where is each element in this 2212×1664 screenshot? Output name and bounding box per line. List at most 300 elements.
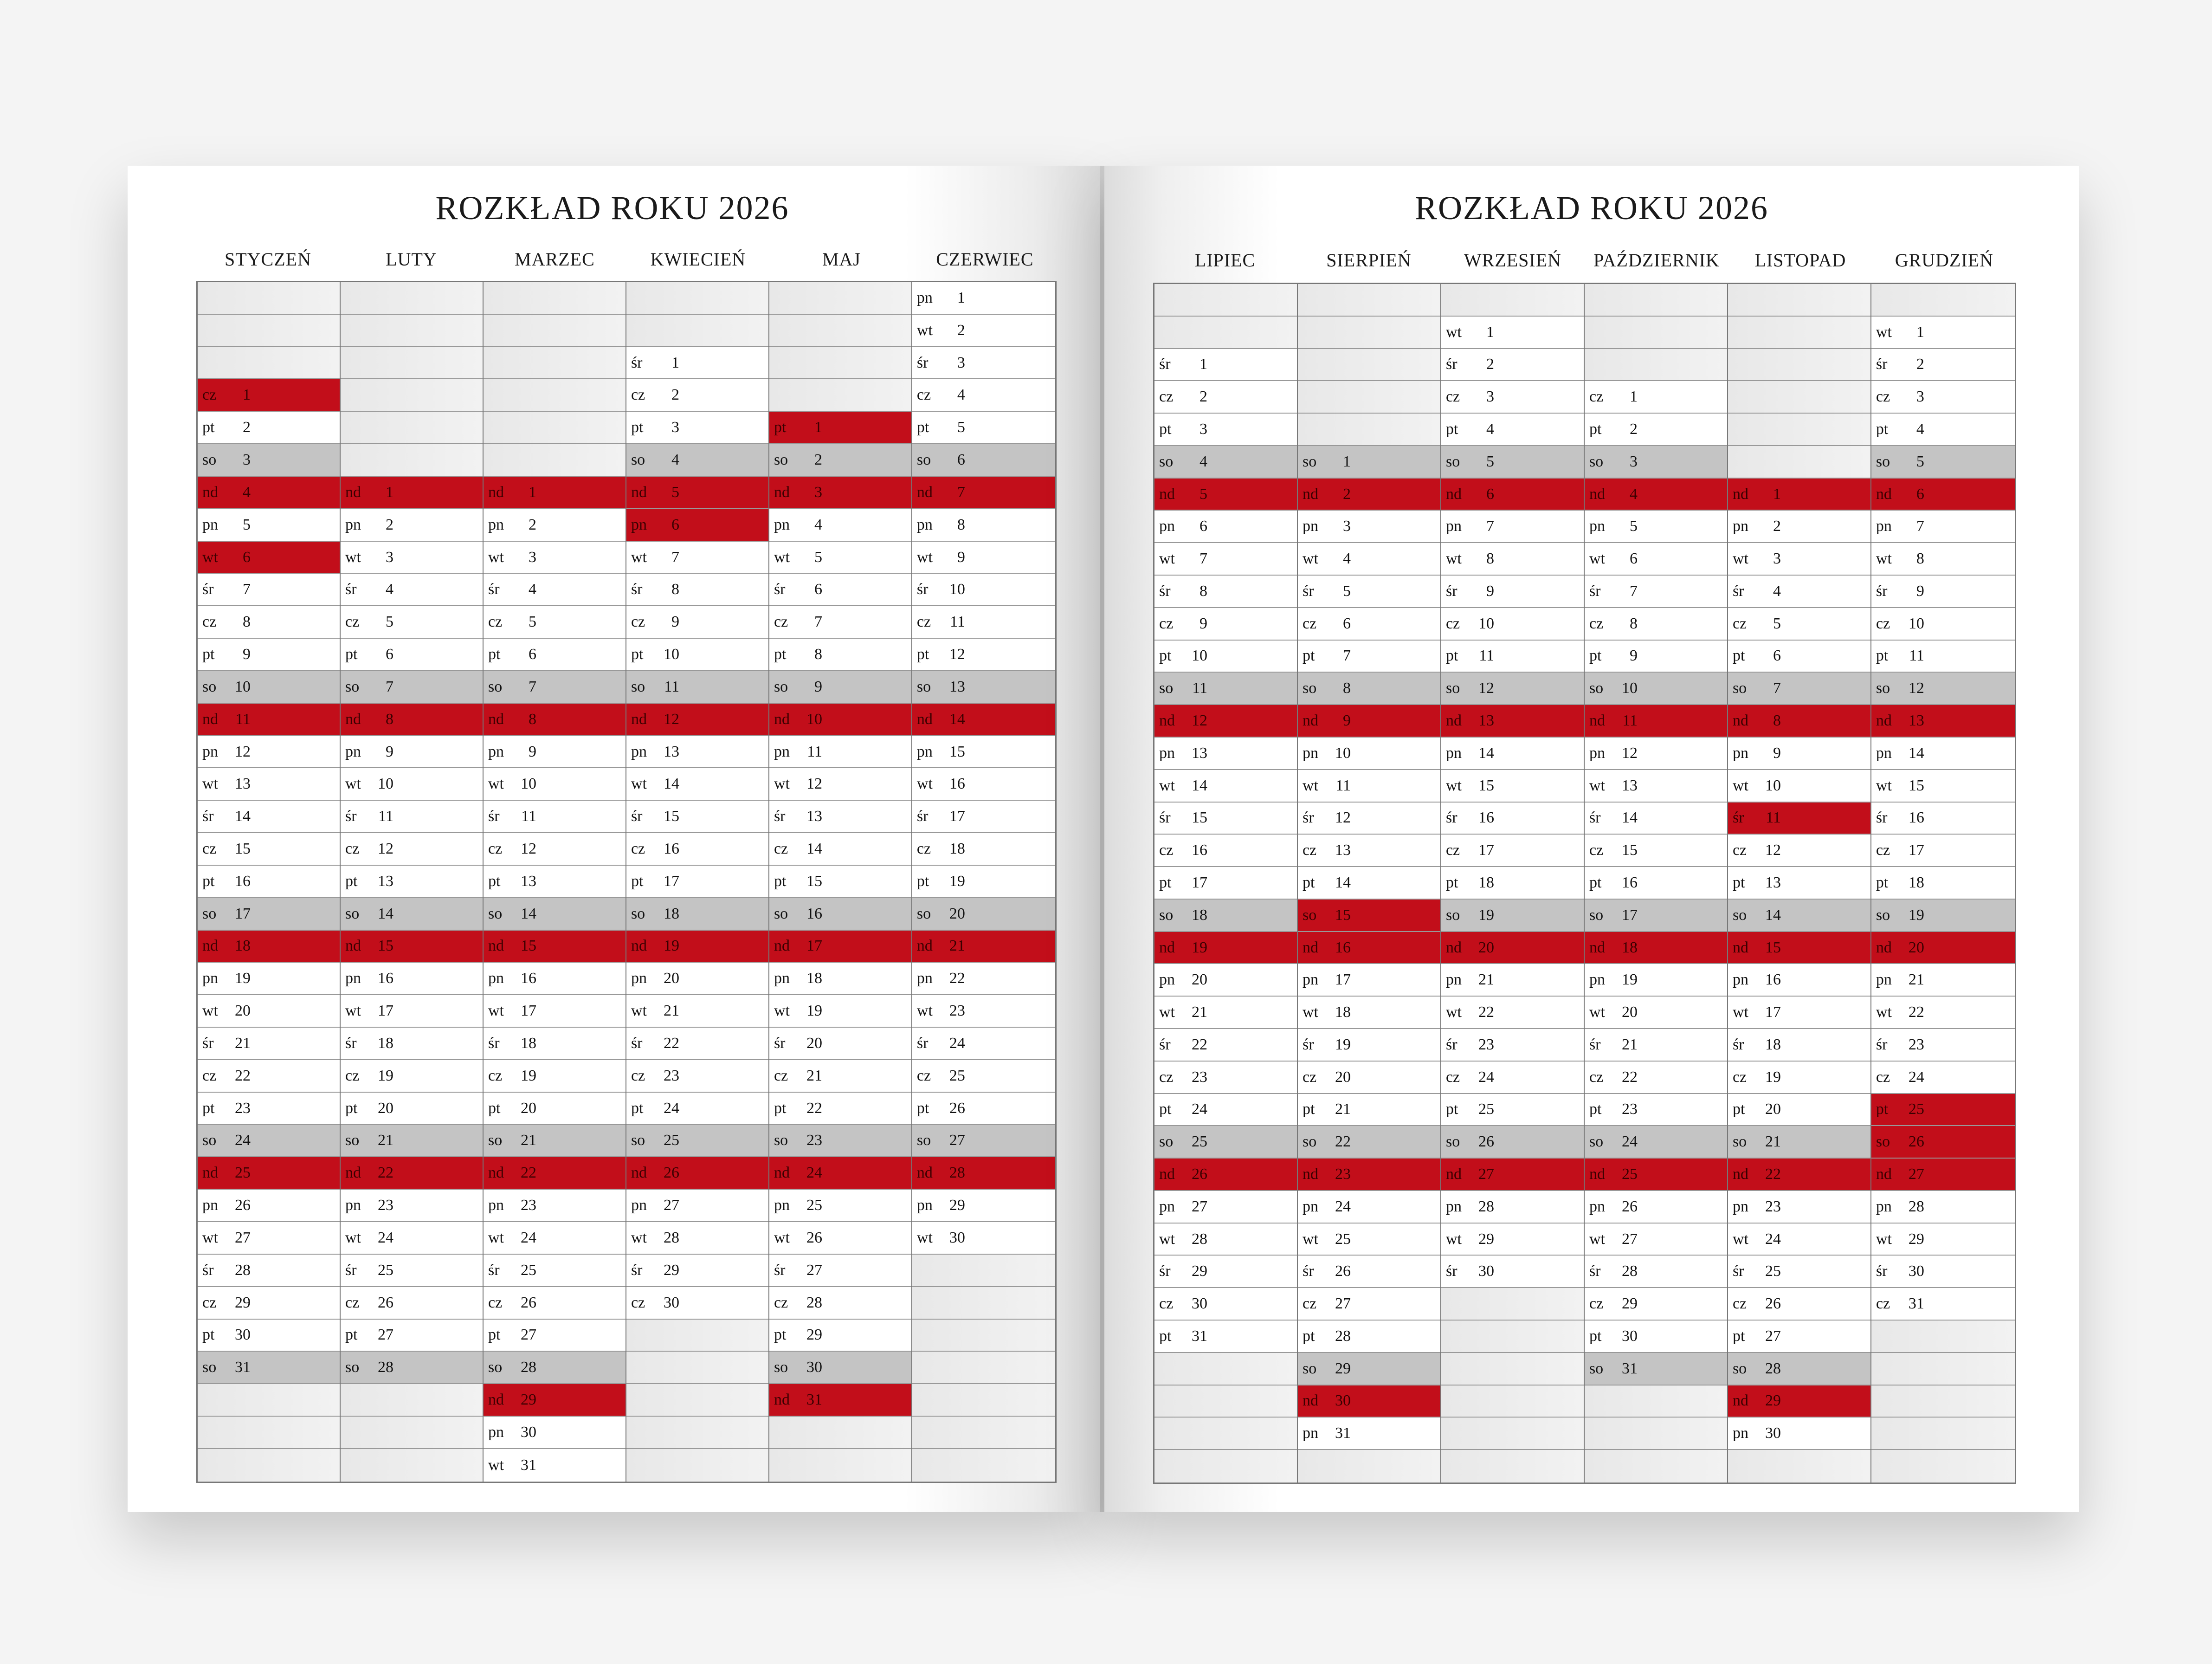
weekday-label: nd (631, 483, 647, 501)
month-column (1298, 284, 1441, 1483)
day-cell (1871, 900, 2015, 932)
day-number: 19 (663, 937, 679, 955)
weekday-label: pn (631, 743, 647, 760)
day-cell (1154, 349, 1297, 382)
day-cell (769, 606, 911, 639)
day-number: 30 (949, 1229, 965, 1246)
empty-cell (1441, 1450, 1584, 1483)
day-number: 27 (1192, 1198, 1207, 1215)
month-column (341, 282, 484, 1482)
day-number: 15 (1335, 906, 1351, 924)
weekday-label: wt (1445, 1004, 1462, 1021)
day-cell (1728, 900, 1870, 932)
weekday-label: nd (345, 1164, 361, 1182)
weekday-label: nd (1876, 712, 1892, 730)
day-number: 4 (1342, 550, 1351, 568)
day-cell (1154, 1029, 1297, 1062)
day-number: 4 (385, 581, 393, 598)
day-number: 27 (1478, 1165, 1494, 1183)
day-number: 23 (806, 1132, 822, 1149)
weekday-label: nd (1445, 1165, 1462, 1183)
day-cell (1441, 641, 1584, 673)
weekday-label: pn (1445, 744, 1462, 762)
day-cell (912, 282, 1055, 315)
day-cell (341, 963, 483, 995)
weekday-label: nd (1302, 1392, 1318, 1410)
day-number: 29 (1335, 1360, 1351, 1377)
day-cell (1728, 511, 1870, 543)
day-number: 23 (377, 1197, 393, 1214)
day-number: 6 (1342, 615, 1351, 632)
day-cell (484, 931, 626, 963)
day-cell (769, 1222, 911, 1255)
day-number: 11 (1335, 777, 1351, 794)
day-cell (769, 866, 911, 898)
empty-cell (1154, 1386, 1297, 1418)
month-header: SIERPIEŃ (1326, 250, 1412, 271)
day-number: 13 (1335, 842, 1351, 859)
weekday-label: pt (488, 1326, 501, 1344)
day-number: 30 (520, 1423, 536, 1441)
day-number: 16 (1478, 809, 1494, 827)
weekday-label: wt (1876, 323, 1892, 341)
empty-cell (484, 412, 626, 444)
day-number: 26 (520, 1294, 536, 1311)
day-cell (1585, 997, 1727, 1029)
weekday-label: pt (202, 419, 215, 436)
weekday-label: nd (1159, 712, 1175, 730)
weekday-label: wt (1589, 550, 1605, 568)
day-number: 5 (957, 419, 965, 436)
empty-cell (1441, 1353, 1584, 1386)
day-number: 15 (949, 743, 965, 760)
day-cell (1441, 543, 1584, 576)
day-number: 25 (663, 1132, 679, 1149)
day-number: 5 (814, 548, 822, 566)
empty-cell (1298, 349, 1440, 382)
day-number: 26 (806, 1229, 822, 1246)
weekday-label: cz (1445, 842, 1460, 859)
weekday-label: wt (1589, 1004, 1605, 1021)
weekday-label: cz (345, 840, 360, 857)
day-number: 28 (235, 1261, 251, 1279)
day-cell (912, 1222, 1055, 1255)
day-number: 13 (1621, 777, 1638, 794)
weekday-label: wt (1445, 777, 1462, 794)
day-number: 26 (1478, 1133, 1494, 1151)
day-cell (1298, 1159, 1440, 1191)
weekday-label: so (1159, 906, 1174, 924)
weekday-label: nd (488, 937, 504, 955)
weekday-label: so (631, 1132, 645, 1149)
day-cell (769, 1287, 911, 1320)
weekday-label: nd (488, 483, 504, 501)
weekday-label: nd (1159, 1165, 1175, 1183)
weekday-label: so (202, 905, 217, 922)
day-number: 28 (1192, 1230, 1207, 1248)
weekday-label: so (345, 678, 360, 695)
day-number: 10 (377, 775, 393, 793)
weekday-label: so (916, 905, 931, 922)
day-number: 20 (663, 970, 679, 987)
day-number: 19 (1335, 1036, 1351, 1053)
day-number: 3 (1773, 550, 1781, 568)
day-cell (912, 639, 1055, 671)
weekday-label: śr (488, 1034, 500, 1052)
day-number: 3 (671, 419, 679, 436)
day-cell (1585, 479, 1727, 511)
empty-cell (1871, 1386, 2015, 1418)
day-cell (1441, 1094, 1584, 1127)
day-number: 14 (1478, 744, 1494, 762)
day-number: 11 (378, 808, 393, 825)
day-number: 15 (377, 937, 393, 955)
day-cell (198, 639, 340, 671)
empty-cell (341, 1384, 483, 1417)
weekday-label: nd (345, 937, 361, 955)
month-column (198, 282, 341, 1482)
day-cell (484, 1384, 626, 1417)
weekday-label: so (774, 451, 788, 469)
day-number: 16 (377, 970, 393, 987)
weekday-label: pn (1589, 1198, 1605, 1215)
day-cell (1441, 1062, 1584, 1094)
day-number: 24 (1908, 1068, 1924, 1086)
day-cell (912, 898, 1055, 931)
day-cell (484, 801, 626, 833)
weekday-label: pn (1732, 518, 1748, 535)
empty-cell (1154, 284, 1297, 317)
empty-cell (912, 1287, 1055, 1320)
weekday-label: pt (1159, 1327, 1172, 1345)
weekday-label: pt (774, 1099, 787, 1117)
weekday-label: śr (202, 1261, 214, 1279)
day-number: 9 (957, 548, 965, 566)
day-cell (1871, 1029, 2015, 1062)
day-number: 12 (1192, 712, 1207, 730)
weekday-label: so (774, 905, 788, 922)
month-column (626, 282, 769, 1482)
day-number: 8 (1200, 582, 1207, 600)
weekday-label: śr (774, 808, 786, 825)
weekday-label: nd (916, 710, 933, 728)
day-cell (484, 542, 626, 574)
day-cell (626, 542, 768, 574)
day-cell (1871, 1288, 2015, 1321)
day-cell (626, 379, 768, 412)
day-number: 7 (1916, 518, 1924, 535)
day-number: 9 (1342, 712, 1351, 730)
day-number: 22 (949, 970, 965, 987)
weekday-label: śr (1302, 582, 1314, 600)
day-cell (1154, 446, 1297, 479)
day-cell (484, 574, 626, 606)
day-cell (1871, 932, 2015, 965)
day-number: 8 (1342, 680, 1351, 697)
day-cell (912, 931, 1055, 963)
weekday-label: pn (1302, 518, 1318, 535)
day-cell (341, 1157, 483, 1190)
day-cell (341, 1320, 483, 1352)
weekday-label: wt (1445, 550, 1462, 568)
day-number: 15 (1621, 842, 1638, 859)
day-cell (484, 477, 626, 509)
day-cell (626, 1093, 768, 1125)
day-cell (1871, 381, 2015, 414)
empty-cell (198, 1449, 340, 1482)
weekday-label: wt (774, 548, 790, 566)
day-number: 22 (663, 1034, 679, 1052)
weekday-label: pt (774, 1326, 787, 1344)
day-cell (198, 1222, 340, 1255)
day-number: 6 (957, 451, 965, 469)
weekday-label: pn (202, 1197, 218, 1214)
weekday-label: pn (1876, 971, 1892, 989)
weekday-label: pt (1589, 421, 1602, 438)
day-number: 23 (949, 1002, 965, 1020)
day-number: 6 (814, 581, 822, 598)
day-cell (1871, 1126, 2015, 1159)
weekday-label: śr (345, 808, 357, 825)
weekday-label: śr (1732, 1036, 1744, 1053)
day-number: 4 (528, 581, 536, 598)
day-cell (198, 1060, 340, 1093)
weekday-label: pn (202, 743, 218, 760)
day-number: 1 (1773, 485, 1781, 503)
weekday-label: nd (1732, 485, 1748, 503)
weekday-label: pn (1732, 744, 1748, 762)
weekday-label: so (1445, 906, 1460, 924)
weekday-label: cz (1589, 388, 1604, 406)
day-cell (341, 898, 483, 931)
weekday-label: pt (202, 646, 215, 663)
day-cell (1728, 1029, 1870, 1062)
empty-cell (341, 379, 483, 412)
weekday-label: śr (345, 581, 357, 598)
weekday-label: nd (774, 937, 790, 955)
weekday-label: pn (916, 1197, 933, 1214)
weekday-label: cz (1445, 615, 1460, 632)
weekday-label: so (1589, 453, 1604, 470)
day-cell (912, 509, 1055, 542)
day-number: 2 (1629, 421, 1638, 438)
day-cell (769, 931, 911, 963)
weekday-label: nd (1445, 485, 1462, 503)
day-number: 19 (377, 1067, 393, 1084)
day-number: 23 (1335, 1165, 1351, 1183)
weekday-label: pt (202, 1326, 215, 1344)
day-number: 12 (1621, 744, 1638, 762)
weekday-label: śr (345, 1261, 357, 1279)
day-cell (1728, 932, 1870, 965)
day-cell (626, 347, 768, 380)
weekday-label: pt (1589, 1101, 1602, 1118)
weekday-label: so (1445, 1133, 1460, 1151)
weekday-label: pt (202, 872, 215, 890)
month-header: PAŹDZIERNIK (1593, 250, 1720, 271)
day-number: 13 (520, 872, 536, 890)
day-cell (1728, 705, 1870, 738)
day-number: 26 (235, 1197, 251, 1214)
weekday-label: śr (916, 581, 929, 598)
day-number: 21 (1192, 1004, 1207, 1021)
day-number: 14 (235, 808, 251, 825)
day-cell (1585, 1256, 1727, 1288)
day-cell (1154, 803, 1297, 835)
weekday-label: pn (345, 516, 361, 533)
weekday-label: wt (631, 548, 647, 566)
day-number: 14 (806, 840, 822, 857)
day-number: 28 (1765, 1360, 1781, 1377)
day-number: 11 (521, 808, 536, 825)
month-header: LUTY (386, 249, 437, 270)
day-number: 24 (806, 1164, 822, 1182)
day-cell (769, 574, 911, 606)
day-number: 13 (663, 743, 679, 760)
day-cell (1298, 543, 1440, 576)
day-cell (484, 1255, 626, 1287)
weekday-label: pn (774, 743, 790, 760)
day-number: 10 (520, 775, 536, 793)
weekday-label: wt (916, 548, 933, 566)
day-cell (1154, 964, 1297, 997)
weekday-label: cz (488, 613, 503, 631)
weekday-label: śr (1159, 1263, 1171, 1280)
weekday-label: so (345, 1132, 360, 1149)
day-number: 9 (243, 646, 251, 663)
weekday-label: śr (488, 581, 500, 598)
day-number: 23 (1908, 1036, 1924, 1053)
day-cell (769, 412, 911, 444)
day-number: 6 (671, 516, 679, 533)
day-cell (1298, 1062, 1440, 1094)
day-number: 18 (1765, 1036, 1781, 1053)
day-number: 27 (949, 1132, 965, 1149)
weekday-label: cz (202, 1067, 217, 1084)
day-number: 6 (1200, 518, 1207, 535)
day-cell (341, 866, 483, 898)
day-cell (912, 801, 1055, 833)
day-cell (626, 1190, 768, 1222)
weekday-label: so (1876, 453, 1890, 470)
day-cell (1871, 867, 2015, 900)
weekday-label: śr (1589, 582, 1601, 600)
day-cell (1871, 673, 2015, 705)
weekday-label: wt (631, 1229, 647, 1246)
empty-cell (912, 1384, 1055, 1417)
day-number: 9 (1200, 615, 1207, 632)
weekday-label: nd (1732, 939, 1748, 956)
day-cell (198, 801, 340, 833)
day-number: 20 (949, 905, 965, 922)
day-cell (912, 477, 1055, 509)
day-number: 3 (814, 483, 822, 501)
day-number: 17 (1621, 906, 1638, 924)
day-cell (1585, 576, 1727, 608)
day-number: 27 (663, 1197, 679, 1214)
month-column (1154, 284, 1298, 1483)
weekday-label: cz (1159, 615, 1174, 632)
empty-cell (1585, 284, 1727, 317)
weekday-label: cz (1159, 1068, 1174, 1086)
day-cell (198, 1320, 340, 1352)
day-cell (626, 1060, 768, 1093)
day-number: 8 (385, 710, 393, 728)
empty-cell (1585, 317, 1727, 349)
day-number: 2 (1200, 388, 1207, 406)
weekday-label: wt (1589, 777, 1605, 794)
day-cell (769, 898, 911, 931)
day-number: 3 (528, 548, 536, 566)
weekday-label: nd (1302, 939, 1318, 956)
weekday-label: śr (774, 1261, 786, 1279)
day-number: 18 (377, 1034, 393, 1052)
weekday-label: śr (488, 808, 500, 825)
day-number: 17 (1908, 842, 1924, 859)
weekday-label: wt (1732, 1004, 1748, 1021)
weekday-label: pt (774, 872, 787, 890)
day-cell (1871, 964, 2015, 997)
month-header: MARZEC (515, 249, 595, 270)
empty-cell (626, 282, 768, 315)
day-number: 8 (671, 581, 679, 598)
weekday-label: so (916, 451, 931, 469)
empty-cell (1728, 414, 1870, 446)
day-cell (484, 995, 626, 1028)
day-cell (341, 704, 483, 736)
empty-cell (1871, 1321, 2015, 1353)
day-cell (1154, 900, 1297, 932)
weekday-label: pn (631, 1197, 647, 1214)
weekday-label: pt (916, 419, 929, 436)
day-cell (1154, 835, 1297, 867)
day-number: 5 (385, 613, 393, 631)
day-cell (626, 801, 768, 833)
day-cell (626, 477, 768, 509)
day-cell (341, 477, 483, 509)
weekday-label: cz (1159, 388, 1174, 406)
weekday-label: cz (1732, 842, 1747, 859)
day-cell (1154, 479, 1297, 511)
day-cell (626, 639, 768, 671)
day-cell (1441, 381, 1584, 414)
weekday-label: pn (1589, 518, 1605, 535)
weekday-label: pn (631, 516, 647, 533)
day-number: 14 (663, 775, 679, 793)
weekday-label: cz (1159, 842, 1174, 859)
weekday-label: so (1876, 680, 1890, 697)
day-cell (1585, 770, 1727, 803)
weekday-label: śr (1732, 582, 1744, 600)
day-number: 28 (520, 1359, 536, 1376)
day-number: 5 (1629, 518, 1638, 535)
day-number: 24 (1621, 1133, 1638, 1151)
month-headers (196, 248, 1057, 270)
day-cell (1298, 1094, 1440, 1127)
day-cell (198, 412, 340, 444)
day-number: 21 (377, 1132, 393, 1149)
weekday-label: wt (488, 1002, 504, 1020)
day-cell (1585, 1159, 1727, 1191)
weekday-label: nd (1159, 485, 1175, 503)
weekday-label: cz (916, 840, 931, 857)
day-number: 21 (1765, 1133, 1781, 1151)
weekday-label: pn (488, 1197, 504, 1214)
day-number: 23 (663, 1067, 679, 1084)
day-number: 21 (1621, 1036, 1638, 1053)
weekday-label: so (488, 905, 503, 922)
weekday-label: wt (345, 548, 361, 566)
